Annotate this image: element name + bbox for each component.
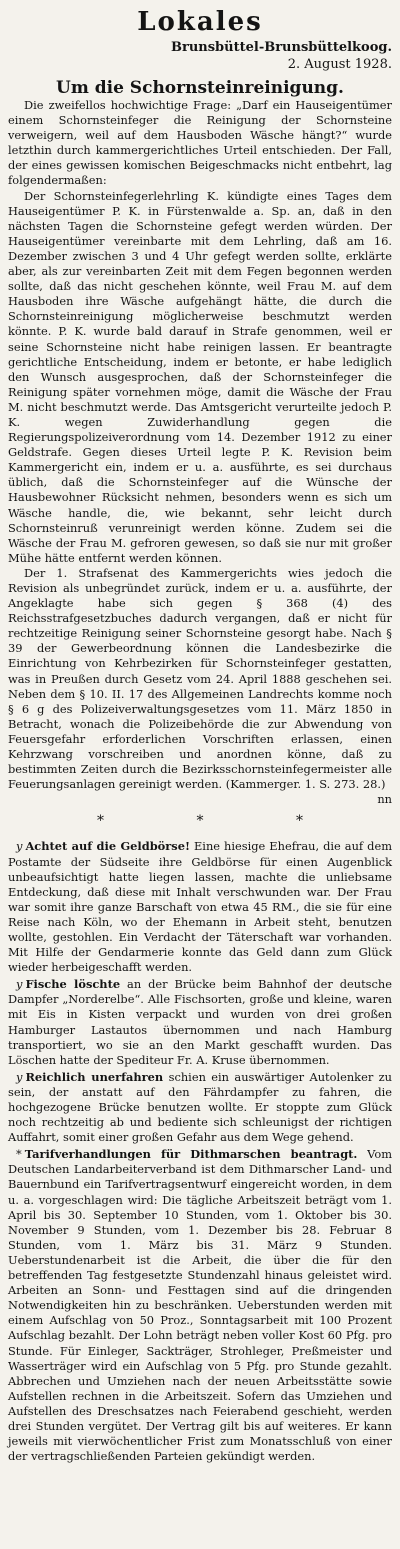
section-masthead: Lokales: [137, 7, 263, 37]
article-headline: Um die Schornsteinreinigung.: [56, 78, 344, 98]
item-text: Eine hiesige Ehefrau, die auf dem Postamte der Südseite ihre Geldbörse für einen Augenblick unbeaufsichtigt hatte liegen lassen, machte die unliebsame Entdeckung, daß diese mit Inhalt verschwunden war. Der Frau war somit ihre ganze Barschaft von etwa 45 RM., die sie für eine Reise nach Köln, wo der Ehemann in Arbeit steht, benutzen wollte, gestohlen. Ein Verdacht der Täterschaft war vorhanden. Mit Hilfe der Gendarmerie konnte das Geld dann zum Glück wieder herbeigeschafft werden.: [8, 839, 393, 975]
item-lead: Reichlich unerfahren: [25, 1069, 164, 1084]
news-item-geldboerse: [8, 839, 392, 975]
article-body: [8, 98, 392, 792]
item-text: an der Brücke beim Bahnhof der deutsche Dampfer „Norderelbe“. Alle Fischsorten, große und kleine, waren mit Eis in Kisten verpackt und wurden von drei großen Hamburger Lastautos übernommen und nach Hamburg transportiert, wo sie an den Markt geschafft wurden. Das Löschen hatte der Spediteur Fr. A. Kruse übernommen.: [8, 977, 392, 1067]
item-lead: Fische löschte: [25, 977, 121, 992]
article-signature: nn: [377, 792, 392, 807]
item-marker: y: [16, 839, 23, 854]
section-divider: * * *: [97, 813, 347, 830]
item-marker: *: [16, 1147, 22, 1162]
article-paragraph: Der 1. Strafsenat des Kammergerichts wies jedoch die Revision als unbegründet zurück, indem er u. a. ausführte, der Angeklagte habe sich gegen § 368 (4) des Reichsstrafgesetzbuches dadurch vergangen, daß er nicht für rechtzeitige Reinigung seiner Schornsteine gesorgt habe. Nach § 39 der Gewerbeordnung können die Landesbezirke die Einrichtung von Kehrbezirken für Schornsteinfeger gestatten, was in Preußen durch Gesetz vom 24. April 1888 geschehen sei. Neben dem § 10. II. 17 des Allgemeinen Landrechts komme noch § 6 g des Polizeiverwaltungsgesetzes vom 11. März 1850 in Betracht, wonach die Polizeibehörde die zur Abwendung von Feuersgefahr erforderlichen Vorschriften erlassen, einen Kehrzwang vorschreiben und anordnen könne, daß zu bestimmten Zeiten durch die Bezirksschornsteinfegermeister alle Feuerungsanlagen gereinigt werden. (Kammerger. 1. S. 273. 28.): [8, 565, 392, 792]
item-marker: y: [16, 977, 23, 992]
item-text: schien ein auswärtiger Autolenker zu sein, der anstatt auf den Fährdampfer zu fahren, die hochgezogene Brücke benutzen wollte. Er stoppte zum Glück noch rechtzeitig ab und bediente sich schleunigst der richtigen Auffahrt, somit einer großen Gefahr aus dem Wege gehend.: [8, 1069, 393, 1145]
item-text: Vom Deutschen Landarbeiterverband ist dem Dithmarscher Land- und Bauernbund ein Tarifvertragsentwurf eingereicht worden, in dem u. a. vorgeschlagen wird: Die tägliche Arbeitszeit beträgt vom 1. April bis 30. September 10 Stunden, vom 1. Oktober bis 30. November 9 Stunden, vom 1. Dezember bis 28. Februar 8 Stunden, vom 1. März bis 31. März 9 Stunden. Ueberstundenarbeit ist die Arbeit, die über die für den betreffenden Tag festgesetzte Stundenzahl hinaus geleistet wird. Arbeiten an Sonn- und Festtagen sind auf die dringenden Notwendigkeiten hin zu beschränken. Ueberstunden werden mit einem Aufschlag von 50 Proz., Sonntagsarbeit mit 100 Prozent Aufschlag bezahlt. Der Lohn beträgt neben voller Kost 60 Pfg. pro Stunde. Für Einleger, Sackträger, Strohleger, Preßmeister und Wasserträger wird ein Aufschlag von 5 Pfg. pro Stunde gezahlt. Abbrechen und Umziehen nach der neuen Arbeitsstätte sowie Aufstellen rechnen in die Arbeitszeit. Sofern das Umziehen und Aufstellen des Dreschsatzes nach Feierabend geschieht, werden drei Stunden vergütet. Der Vertrag gilt bis auf weiteres. Er kann jeweils mit vierwöchentlicher Frist zum Monatsschluß von einer der vertragschließenden Parteien gekündigt werden.: [8, 1147, 392, 1464]
article-paragraph: Der Schornsteinfegerlehrling K. kündigte eines Tages dem Hauseigentümer P. K. in Fürstenwalde a. Sp. an, daß in den nächsten Tagen die Schornsteine gefegt werden würden. Der Hauseigentümer vereinbarte mit dem Lehrling, daß am 16. Dezember zwischen 3 und 4 Uhr gefegt werden sollte, erklärte aber, als zur vereinbarten Zeit mit dem Fegen begonnen werden sollte, daß das nicht geschehen könnte, weil Frau M. auf dem Hausboden ihre Wäsche aufgehängt hätte, die durch die Schornsteinreinigung möglicherweise beschmutzt werden könnte. P. K. wurde bald darauf in Strafe genommen, weil er seine Schornsteine nicht habe reinigen lassen. Er beantragte gerichtliche Entscheidung, indem er betonte, er habe lediglich den Wunsch ausgesprochen, daß der Schornsteinfeger die Reinigung später vornehmen möge, damit die Wäsche der Frau M. nicht beschmutzt werde. Das Amtsgericht verurteilte jedoch P. K. wegen Zuwiderhandlung gegen die Regierungspolizeiverordnung vom 14. Dezember 1912 zu einer Geldstrafe. Gegen dieses Urteil legte P. K. Revision beim Kammergericht ein, indem er u. a. ausführte, es sei durchaus üblich, daß die Schornsteinfeger auf die Wünsche der Hausbewohner Rücksicht nehmen, besonders wenn es sich um Wäsche handle, die, wie bekannt, sehr leicht durch Schornsteinruß verunreinigt werden könne. Zudem sei die Wäsche der Frau M. gefroren gewesen, so daß sie nur mit großer Mühe hätte entfernt werden können.: [8, 188, 392, 565]
item-lead: Achtet auf die Geldbörse!: [25, 839, 190, 854]
article-paragraph: Die zweifellos hochwichtige Frage: „Darf ein Hauseigentümer einem Schornsteinfeger die Reinigung der Schornsteine verweigern, weil auf dem Hausboden Wäsche hängt?“ wurde letzthin durch kammergerichtliches Urteil entschieden. Der Fall, der eines gewissen komischen Beigeschmacks nicht entbehrt, lag folgendermaßen:: [8, 98, 392, 188]
locality-subhead: Brunsbüttel-Brunsbüttelkoog.: [171, 40, 392, 55]
news-item-tarif: [8, 1147, 392, 1464]
news-item-unerfahren: [8, 1070, 392, 1145]
item-marker: y: [16, 1069, 23, 1084]
news-item-fische: [8, 977, 392, 1068]
item-lead: Tarifverhandlungen für Dithmarschen beantragt.: [24, 1147, 358, 1162]
dateline: 2. August 1928.: [287, 57, 392, 72]
